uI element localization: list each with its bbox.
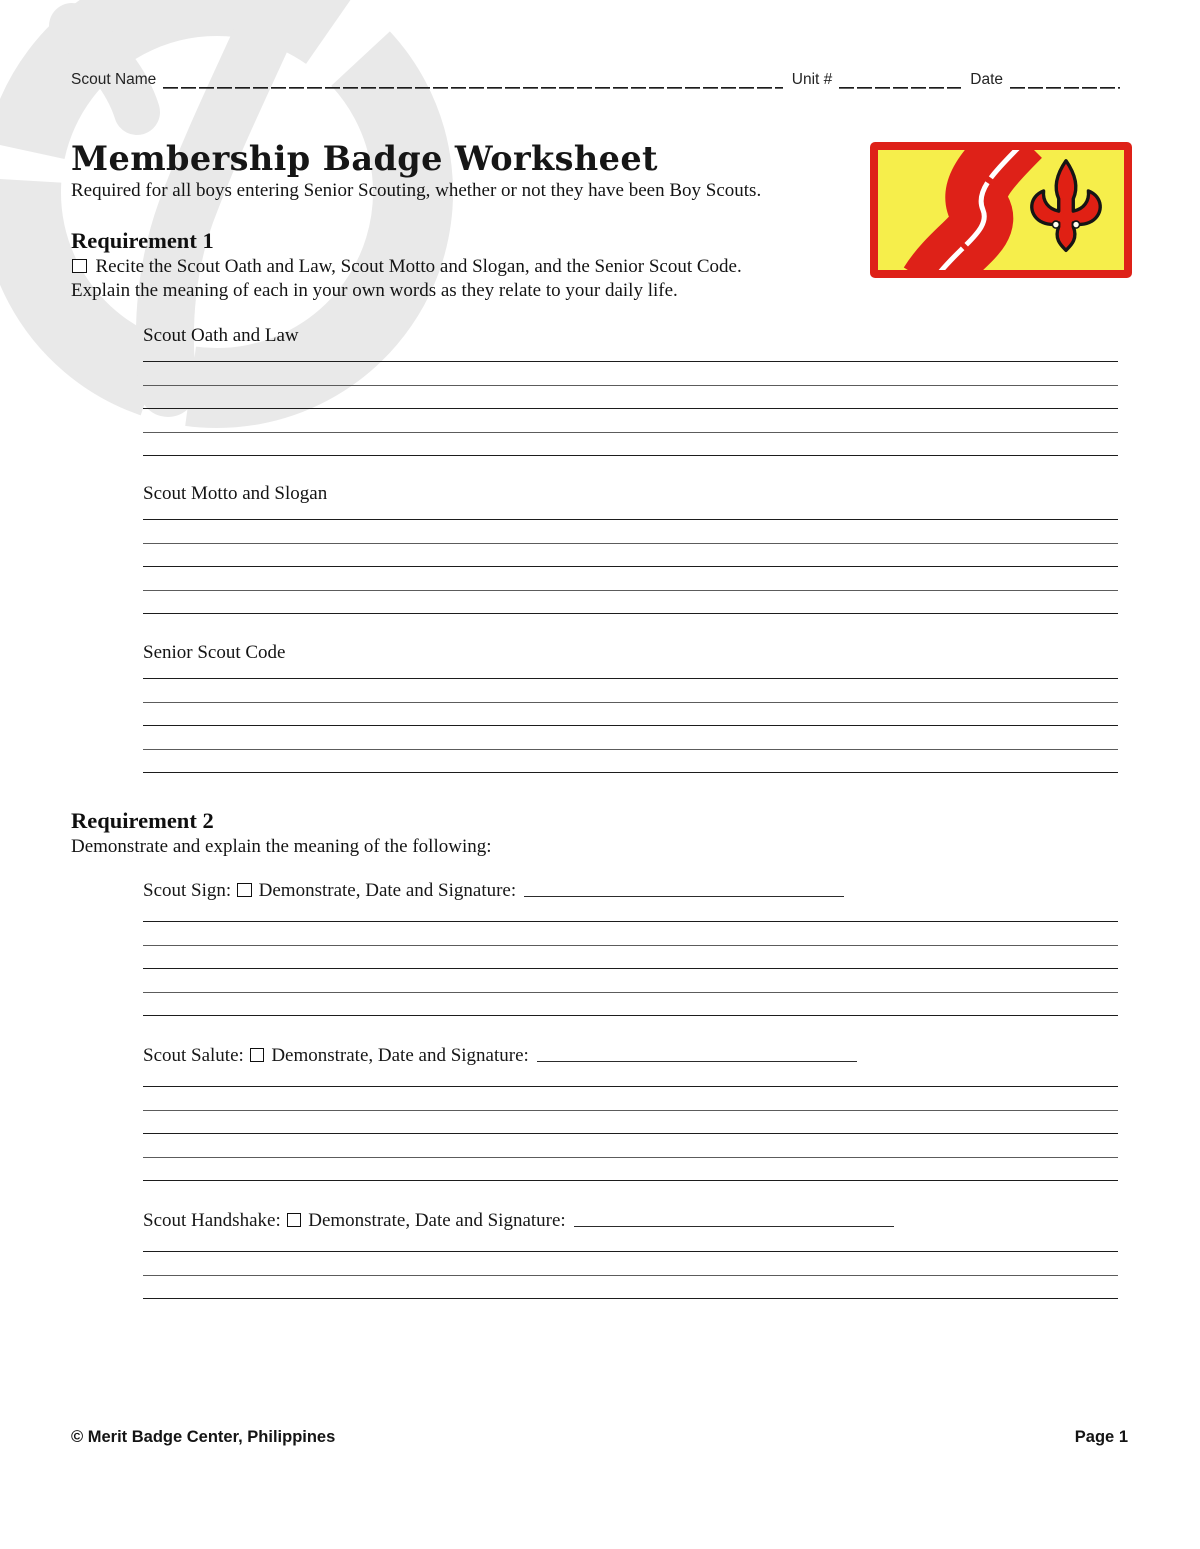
requirement-2-heading: Requirement 2 bbox=[71, 808, 214, 833]
recite-text: Recite the Scout Oath and Law, Scout Motto and Slogan, and the Senior Scout Code. bbox=[95, 256, 742, 277]
writing-line[interactable] bbox=[143, 544, 1118, 568]
writing-line[interactable] bbox=[143, 1087, 1118, 1111]
writing-line[interactable] bbox=[143, 922, 1118, 946]
writing-line[interactable] bbox=[143, 726, 1118, 750]
writing-line[interactable] bbox=[143, 520, 1118, 544]
section-label-oath: Scout Oath and Law bbox=[143, 325, 299, 346]
writing-line[interactable] bbox=[143, 703, 1118, 727]
writing-line[interactable] bbox=[143, 362, 1118, 386]
writing-lines-motto bbox=[143, 507, 1118, 614]
demo-label-handshake: Scout Handshake: bbox=[143, 1210, 281, 1231]
writing-line[interactable] bbox=[143, 1070, 1118, 1087]
demo-intro: Demonstrate and explain the meaning of the following: bbox=[71, 836, 492, 857]
writing-lines-handshake bbox=[143, 1235, 1118, 1299]
writing-line[interactable] bbox=[143, 567, 1118, 591]
section-label-code: Senior Scout Code bbox=[143, 642, 286, 663]
writing-line[interactable] bbox=[143, 1158, 1118, 1182]
writing-line[interactable] bbox=[143, 1235, 1118, 1252]
writing-line[interactable] bbox=[143, 507, 1118, 520]
scout-name-blank[interactable] bbox=[163, 70, 782, 89]
date-blank[interactable] bbox=[1010, 70, 1120, 89]
writing-line[interactable] bbox=[143, 409, 1118, 433]
writing-line[interactable] bbox=[143, 993, 1118, 1017]
demo-checkbox-salute[interactable] bbox=[250, 1048, 265, 1063]
demo-row-salute bbox=[143, 1044, 1120, 1068]
demo-label-salute: Scout Salute: bbox=[143, 1045, 244, 1066]
demo-row-sign bbox=[143, 879, 1120, 903]
unit-label: Unit # bbox=[791, 71, 833, 88]
page-title: Membership Badge Worksheet bbox=[71, 139, 658, 178]
writing-lines-code bbox=[143, 666, 1118, 773]
scout-name-label: Scout Name bbox=[71, 71, 157, 88]
footer-copyright: © Merit Badge Center, Philippines bbox=[71, 1428, 336, 1446]
demo-checkbox-handshake[interactable] bbox=[287, 1213, 302, 1228]
signature-blank-salute[interactable] bbox=[537, 1057, 857, 1062]
writing-line[interactable] bbox=[143, 679, 1118, 703]
demo-action-sign: Demonstrate, Date and Signature: bbox=[258, 880, 517, 901]
writing-line[interactable] bbox=[143, 1111, 1118, 1135]
demo-row-handshake bbox=[143, 1209, 1120, 1233]
writing-line[interactable] bbox=[143, 666, 1118, 679]
demo-action-handshake: Demonstrate, Date and Signature: bbox=[308, 1210, 566, 1231]
date-label: Date bbox=[970, 71, 1003, 88]
header-row bbox=[71, 70, 1120, 89]
writing-lines-oath bbox=[143, 349, 1118, 456]
signature-blank-sign[interactable] bbox=[524, 892, 844, 897]
signature-blank-handshake[interactable] bbox=[574, 1222, 894, 1227]
demo-label-sign: Scout Sign: bbox=[143, 880, 232, 901]
writing-lines-salute bbox=[143, 1070, 1118, 1181]
section-label-motto: Scout Motto and Slogan bbox=[143, 483, 328, 504]
writing-line[interactable] bbox=[143, 1252, 1118, 1276]
footer-page-number: Page 1 bbox=[1074, 1428, 1128, 1446]
intro-text: Required for all boys entering Senior Scouting, whether or not they have been Boy Scouts. bbox=[71, 180, 762, 201]
writing-line[interactable] bbox=[143, 1134, 1118, 1158]
writing-line[interactable] bbox=[143, 386, 1118, 410]
writing-line[interactable] bbox=[143, 1276, 1118, 1300]
recite-checkbox[interactable] bbox=[72, 259, 87, 274]
recite-row bbox=[71, 255, 1120, 279]
writing-line[interactable] bbox=[143, 591, 1118, 615]
unit-blank[interactable] bbox=[839, 70, 961, 89]
explain-text: Explain the meaning of each in your own words as they relate to your daily life. bbox=[71, 280, 678, 301]
writing-line[interactable] bbox=[143, 905, 1118, 922]
writing-line[interactable] bbox=[143, 969, 1118, 993]
writing-line[interactable] bbox=[143, 433, 1118, 457]
writing-lines-sign bbox=[143, 905, 1118, 1016]
writing-line[interactable] bbox=[143, 349, 1118, 362]
demo-checkbox-sign[interactable] bbox=[237, 883, 252, 898]
requirement-1-heading: Requirement 1 bbox=[71, 228, 214, 253]
demo-action-salute: Demonstrate, Date and Signature: bbox=[271, 1045, 529, 1066]
writing-line[interactable] bbox=[143, 750, 1118, 774]
writing-line[interactable] bbox=[143, 946, 1118, 970]
